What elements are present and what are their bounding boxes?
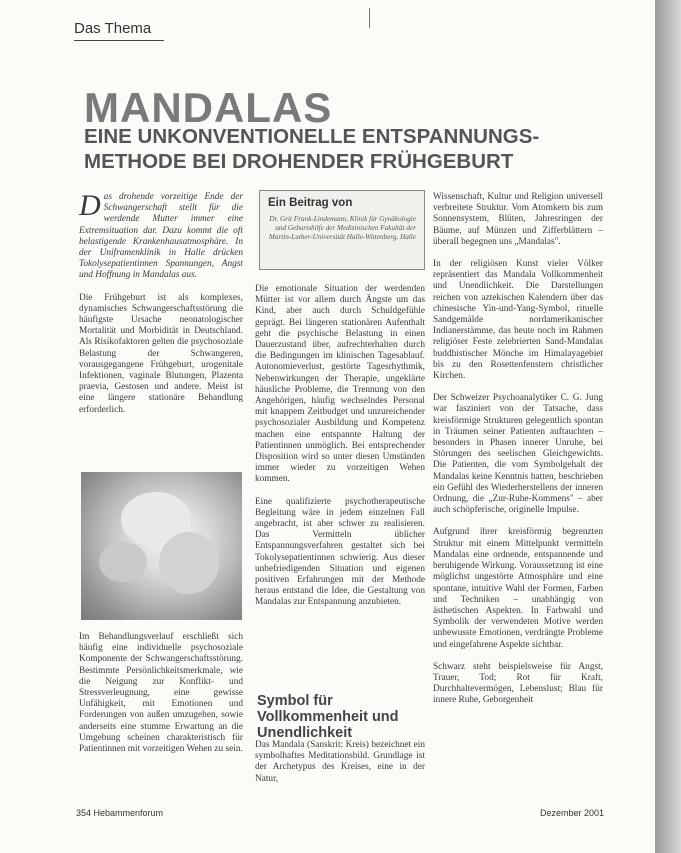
article-subtitle: EINE UNKONVENTIONELLE ENTSPANNUNGS-METHODE BEI DROHENDER FRÜHGEBURT: [84, 125, 540, 173]
author-box-title: Ein Beitrag von: [268, 197, 353, 209]
section-heading: Symbol für Vollkommenheit und Unendlichkeit: [257, 693, 399, 741]
body-paragraph: Die Frühgeburt ist als komplexes, dynamisches Schwangerschaftsstörung die häufigste Ursache neonatologischer Mortalität und Morbidität in Deutschland. Als Risikofaktoren gelten die psychosoziale Belastung der Schwangeren, vorausgegangene Frühgeburt, urogenitale Infektionen, vaginale Blutungen, Plazenta praevia, Gestosen und andere. Meist ist eine längere stationäre Behandlung erforderlich.: [79, 292, 243, 415]
body-paragraph: Das Mandala (Sanskrit: Kreis) bezeichnet ein symbolhaftes Meditationsbild. Grundlage ist der Archetypus des Kreises, eine in der Natur,: [255, 740, 425, 784]
section-tag-label: Das Thema: [74, 20, 152, 37]
column-1: [79, 189, 243, 427]
body-paragraph: Der Schweizer Psychoanalytiker C. G. Jung war fasziniert von der Tatsache, dass kreisförmige Strukturen gelegentlich spontan in Träumen seiner Patienten auftauchten – besonders in Phasen innerer Unruhe, bei Störungen des seelischen Gleichgewichts. Die Patienten, die vom Symbolgehalt der Mandalas keine Kenntnis hatten, beschrieben ein Gefühl des Wiederherstellens der inneren Ordnung, die „Zur-Ruhe-Kommens" – aber auch schöpferische, originelle Impulse.: [433, 393, 603, 516]
intro-paragraph: [79, 189, 243, 282]
photo-highlight: [99, 542, 147, 582]
body-paragraph: Eine qualifizierte psychotherapeutische Begleitung wäre in jedem einzelnen Fall angebracht, ist aber schwer zu realisieren. Das Vermitteln üblicher Entspannungsverfahren gestaltet sich bei Tokolysepatientinnen schwierig. Aus dieser unbefriedigenden Situation und eigenen positiven Erfahrungen mit der Methode heraus entstand die Idee, die Gestaltung von Mandalas zur Entspannung anzubieten.: [255, 496, 425, 608]
footer-page-info: 354 Hebammenforum: [76, 808, 164, 818]
author-box: [259, 190, 425, 270]
column-2: [255, 284, 425, 620]
section-tag: [74, 20, 184, 40]
footer-date: Dezember 2001: [540, 808, 605, 818]
body-paragraph: Aufgrund ihrer kreisförmig begrenzten Struktur mit einem Mittelpunkt vermitteln Mandalas eine ordnende, entspannende und beruhigende Wirkung. Voraussetzung ist eine möglichst ungestörte Atmosphäre und eine spontane, intuitive Wahl der Formen, Farben und Techniken – unabhängig von ästhetischen Aspekten. In Farbwahl und Symbolik der verwendeten Motive werden unbewusste Emotionen, verdrängte Probleme und eingefahrene Aspekte sichtbar.: [433, 527, 603, 650]
photo-highlight: [159, 532, 219, 594]
column-1-continued: [79, 632, 243, 766]
intro-text: as drohende vorzeitige Ende der Schwangerschaft stellt für die werdende Mutter immer eine Extremsituation dar. Dazu kommt die oft belastigende Krankenhausatmosphäre. In der Uniframenklinik in Halle drücken Tokolysepatientinnen Spannungen, Angst und Hoffnung in Mandalas aus.: [79, 192, 243, 281]
column-2-continued: [255, 740, 425, 796]
author-box-text: Dr. Grit Frank-Lindemann, Klinik für Gynäkologie und Geburtshilfe der Medizinischen Fakultät der Martin-Luther-Universität Halle-Wittenberg, Halle: [268, 215, 416, 241]
body-paragraph: Die emotionale Situation der werdenden Mütter ist vor allem durch Ängste um das Kind, aber auch durch Schuldgefühle geprägt. Bei längeren stationären Aufenthalt geht die psychische Belastung in einen Dauerzustand über, aufrechterhalten durch die Bedingungen im klinischen Tagesablauf. Autonomieverlust, gestörte Tagesrhythmik, Nebenwirkungen der Therapie, ungeklärte häusliche Probleme, die Trennung von den Angehörigen, häufig wechselndes Personal mit knappem Zeitbudget und unzureichender psychosozialer Ausbildung und Kompetenz machen eine entspannte Haltung der Patientinnen unmöglich. Bei entsprechender Disposition wird so unter diesen Umständen immer wieder zu vorzeitigen Wehen kommen.: [255, 284, 425, 485]
body-paragraph: Im Behandlungsverlauf erschließt sich häufig eine individuelle psychosoziale Komponente der Schwangerschaftsstörung. Bestimmte Persönlichkeitsmerkmale, wie die Neigung zur Konflikt- und Stressverleugnung, eine gewisse Unfähigkeit, mit Emotionen und Forderungen von außen umzugehen, sowie anderseits eine stumme Erwartung an die Umgebung scheinen charakteristisch für Patientinnen mit vorzeitigen Wehen zu sein.: [79, 632, 243, 755]
body-paragraph: Schwarz steht beispielsweise für Angst, Trauer, Tod; Rot für Kraft, Durchhaltevermögen, Lebenslust; Blau für innere Ruhe, Geborgenheit: [433, 661, 603, 706]
page-edge-shadow: [655, 0, 681, 853]
column-3: [433, 192, 603, 718]
drop-cap: D: [79, 189, 101, 222]
article-title: MANDALAS: [84, 84, 333, 131]
body-paragraph: Wissenschaft, Kultur und Religion universell verbreitete Struktur. Vom Atomkern bis zum Sonnensystem, Blüten, Jahresringen der Bäume, auf Münzen und Zifferblättern – überall begegnen uns „Mandalas".: [433, 192, 603, 247]
body-paragraph: In der religiösen Kunst vieler Völker repräsentiert das Mandala Vollkommenheit und Unendlichkeit. Die Darstellungen reichen von aztekischen Kalendern über das chinesische Yin-und-Yang-Symbol, rituelle Sandgemälde nordamerikanischer Indianerstämme, das heute noch im Rahmen religiöser Feste zelebrierten Sand-Mandalas buddhistischer Mönche im Himalayagebiet bis zu den Rosettenfenstern christlicher Kirchen.: [433, 259, 603, 382]
mandala-photo: [81, 472, 242, 620]
section-rule: [74, 40, 164, 41]
crop-mark: [369, 8, 370, 28]
